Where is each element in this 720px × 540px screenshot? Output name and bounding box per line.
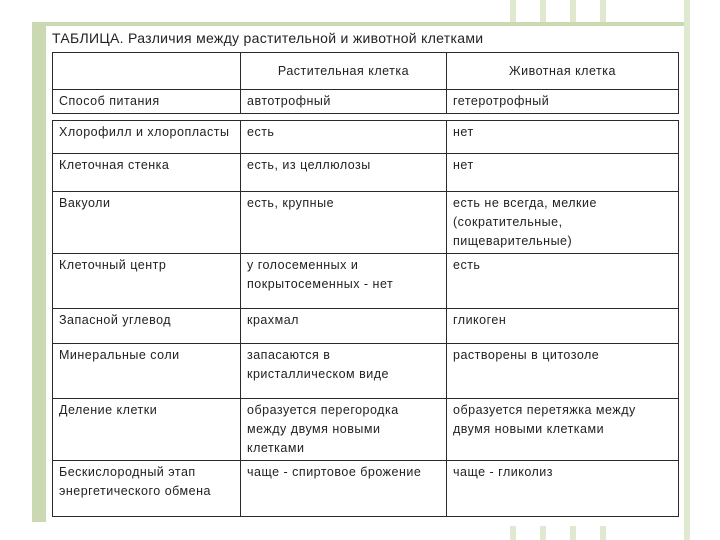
table-row <box>53 309 679 344</box>
plant-cell-value: образуется перегородка между двумя новыми клетками <box>241 399 447 461</box>
table-row <box>53 192 679 254</box>
plant-cell-value: есть, крупные <box>241 192 447 254</box>
row-label: Минеральные соли <box>53 344 241 399</box>
table-row <box>53 399 679 461</box>
row-label: Бескислородный этап энергетического обмена <box>53 461 241 517</box>
table-row <box>53 121 679 154</box>
plant-cell-value: крахмал <box>241 309 447 344</box>
plant-cell-value: у голосеменных и покрытосеменных - нет <box>241 254 447 309</box>
animal-cell-value: чаще - гликолиз <box>447 461 679 517</box>
plant-cell-value: есть <box>241 121 447 154</box>
row-label: Клеточная стенка <box>53 154 241 192</box>
row-label: Клеточный центр <box>53 254 241 309</box>
animal-cell-value: образуется перетяжка между двумя новыми клетками <box>447 399 679 461</box>
comparison-table <box>52 52 679 517</box>
row-label: Вакуоли <box>53 192 241 254</box>
header-row <box>53 53 679 90</box>
plant-cell-value: чаще - спиртовое брожение <box>241 461 447 517</box>
animal-cell-value: есть не всегда, мелкие (сократительные, пищеварительные) <box>447 192 679 254</box>
plant-cell-value: автотрофный <box>241 90 447 114</box>
left-accent-bar <box>32 22 46 522</box>
decorative-stripe <box>684 0 690 540</box>
animal-cell-value: гликоген <box>447 309 679 344</box>
table-title: ТАБЛИЦА. Различия между растительной и животной клетками <box>52 30 484 46</box>
animal-cell-value: нет <box>447 121 679 154</box>
animal-cell-value: гетеротрофный <box>447 90 679 114</box>
row-label: Запасной углевод <box>53 309 241 344</box>
table-row <box>53 254 679 309</box>
row-label: Деление клетки <box>53 399 241 461</box>
plant-cell-value: запасаются в кристаллическом виде <box>241 344 447 399</box>
table-row <box>53 154 679 192</box>
table-row <box>53 90 679 114</box>
animal-cell-value: есть <box>447 254 679 309</box>
header-cell: Растительная клетка <box>241 53 447 90</box>
table-row <box>53 344 679 399</box>
plant-cell-value: есть, из целлюлозы <box>241 154 447 192</box>
table-row <box>53 461 679 517</box>
header-cell: Животная клетка <box>447 53 679 90</box>
animal-cell-value: растворены в цитозоле <box>447 344 679 399</box>
row-label: Хлорофилл и хлоропласты <box>53 121 241 154</box>
row-spacer <box>53 114 679 121</box>
animal-cell-value: нет <box>447 154 679 192</box>
row-label: Способ питания <box>53 90 241 114</box>
slide <box>46 26 680 526</box>
header-cell <box>53 53 241 90</box>
